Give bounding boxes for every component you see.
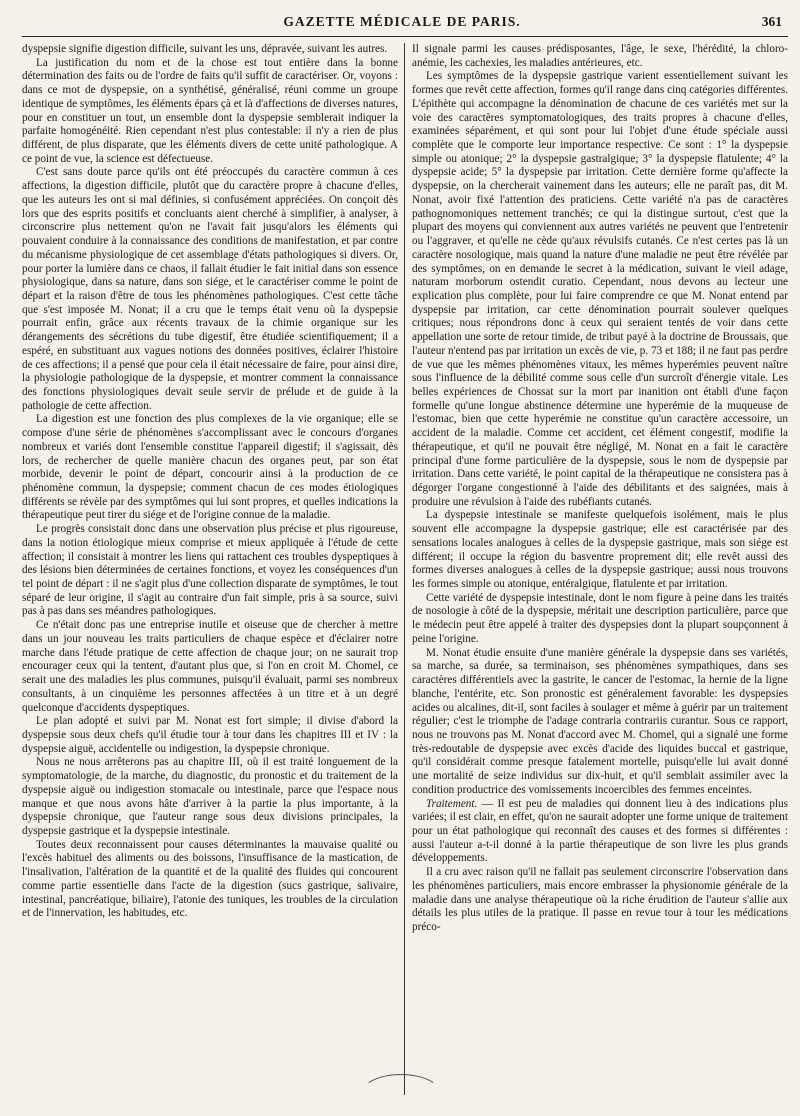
paragraph: Les symptômes de la dyspepsie gastrique varient essentiellement suivant les formes que revêt cette affection, formes qu'il range dans cinq catégories différentes. L'épithète qui accompagne la dénomination de chacune de ces variétés met sur la voie des caractères symptomatologiques, des traits propres à chacune d'elles, examinées séparément, et qui sont pour lui l'objet d'une étude spéciale aussi complète que le comporte leur importance respective. Ce sont : 1° la dyspepsie simple ou atonique; 2° la dyspepsie gastralgique; 3° la dyspepsie flatulente; 4° la dyspepsie acide; 5° la dyspepsie par irritation. Cette dernière forme qu'affecte la dyspepsie, on la chercherait vainement dans les auteurs; elle ne paraît pas, dit M. Nonat, avoir fixé l'attention des praticiens. Cette variété n'a pas de caractères pathognomoniques nettement tranchés; ce qui la distingue surtout, c'est que la plupart des moyens qui conviennent aux autres variétés ne peuvent que l'entretenir ou l'aggraver, et qu'elle ne cède qu'aux révulsifs cutanés. Ce n'est certes pas là un caractère nosologique, mais quand la nature d'une maladie ne peut être révélée par des symptômes, on en demande le secret à la médication, suivant le vieil adage, naturam morborum ostendit curatio. Cependant, nous devons au lecteur une explication plus complète, pour lui faire comprendre ce que M. Nonat entend par dyspepsie par irritation, car cette dénomination pourrait soulever quelques critiques; nous répondrons donc à ceux qui seraient tentés de voir dans cette appellation une sorte de retour timide, de tribut payé à la doctrine de Broussais, que l'auteur n'entend pas par irritation un excès de vie, p. 73 et 188; il ne faut pas perdre de vue que les mêmes phénomènes vitaux, les mêmes hyperémies peuvent naître sous l'influence de la débilité comme sous celle d'un surcroît d'énergie vitale. Les belles expériences de Chossat sur la mort par inanition ont établi d'une façon formelle qu'une longue abstinence détermine une hyperémie de la muqueuse de l'estomac, bien que cette hyperémie ne constitue qu'un caractère accessoire, un accident de la maladie. Comme cet accident, cet élément congestif, modifie la thérapeutique, et qu'il ne pouvait être négligé, M. Nonat en a fait le caractère principal d'une forme particulière de la dyspepsie, sous le nom de dyspepsie par irritation. Dans cette variété, le point capital de la thérapeutique ne consistera pas à dégorger l'organe congestionné à l'aide des débilitants et des saignées, mais à produire une révulsion à l'aide des rubéfiants cutanés.	[412, 70, 788, 508]
paragraph: Le progrès consistait donc dans une observation plus précise et plus rigoureuse, dans la notion étiologique mieux comprise et mieux appliquée à l'étude de cette affection; il consistait à montrer les liens qui rattachent ces troubles dyspeptiques à des lésions bien déterminées de certaines fonctions, et voyez les conséquences d'un tel point de départ : il ne s'agit plus d'une collection disparate de symptômes, le tout séparé de leur origine, il s'agit au contraire d'un fait simple, pris à sa source, suivi pas à pas dans ses méandres pathologiques.	[22, 523, 398, 618]
paragraph-continued: Il signale parmi les causes prédisposantes, l'âge, le sexe, l'hérédité, la chloro-anémie, les cachexies, les maladies antérieures, etc.	[412, 43, 788, 69]
page-number: 361	[761, 14, 782, 29]
left-column	[22, 43, 404, 1095]
paragraph: Nous ne nous arrêterons pas au chapitre III, où il est traité longuement de la symptomatologie, de la marche, du diagnostic, du pronostic et du traitement de la dyspepsie aiguë ou indigestion stomacale ou intestinale, parce que l'espace nous manque et que nous avons hâte d'arriver à la partie la plus importante, à la dyspepsie chronique, que l'auteur range sous deux divisions principales, la dyspepsie gastrique et la dyspepsie intestinale.	[22, 756, 398, 837]
paragraph: Le plan adopté et suivi par M. Nonat est fort simple; il divise d'abord la dyspepsie sous deux chefs qu'il étudie tour à tour dans les chapitres III et IV : la dyspepsie aiguë, accidentelle ou indigestion, la dyspepsie chronique.	[22, 715, 398, 755]
paragraph: Il a cru avec raison qu'il ne fallait pas seulement circonscrire l'observation dans les phénomènes particuliers, mais encore embrasser la physionomie générale de la maladie dans une analyse thérapeutique où la riche érudition de l'auteur s'allie aux détails les plus utiles de la pratique. Il passe en revue tour à tour les médications préco-	[412, 866, 788, 933]
section-paragraph	[412, 798, 788, 867]
paragraph: La dyspepsie intestinale se manifeste quelquefois isolément, mais le plus souvent elle accompagne la dyspepsie gastrique; elle est caractérisée par des sensations locales analogues à celles de la dyspepsie gastrique, mais son siége est différent; il occupe la région du basventre proprement dit; elle revêt aussi des formes diverses analogues à celles de la dyspepsie gastrique; aussi nous trouvons les formes simple ou atonique, entéralgique, flatulente et par irritation.	[412, 509, 788, 591]
article-columns	[22, 43, 794, 1095]
right-column	[405, 43, 788, 1095]
section-text: — Il est peu de maladies qui donnent lieu à des indications plus variées; il est clair, en effet, qu'on ne saurait adopter une forme unique de traitement pour un état pathologique qui reconnaît des causes et des formes si différentes : aussi l'auteur a-t-il donné à la partie thérapeutique de son livre les plus grands développements.	[412, 797, 788, 865]
paragraph: C'est sans doute parce qu'ils ont été préoccupés du caractère commun à ces affections, la digestion difficile, plutôt que du caractère propre à chacune d'elles, que les auteurs les ont si mal définies, si confusément appréciées. On conçoit dès lors que des esprits positifs et concluants aient cherché à simplifier, à analyser, à circonscrire plus nettement qu'on ne l'avait fait jusqu'alors les éléments qui pouvaient conduire à la connaissance des conditions de manifestation, et par contre du mécanisme physiologique de cet assemblage d'états pathologiques si divers. Or, pour porter la lumière dans ce chaos, il fallait étudier le fait initial dans son essence physiologique, dans sa nature, dans son siége, et le caractériser comme le point de départ et la raison d'être de tous les phénomènes pathologiques. C'est cette tâche que s'est imposée M. Nonat; il a cru que le temps était venu où la dyspepsie pourrait enfin, grâce aux récents travaux de la chimie organique sur les dérangements des sécrétions du tube digestif, être étudiée scientifiquement; il a espéré, en substituant aux vagues notions des données positives, éclairer l'histoire de ces affections; il a pensé que pour cela il était nécessaire de faire, pour ainsi dire, la physiologie pathologique de la dyspepsie, et montrer comment la connaissance des fonctions physiologiques devait seule servir de prélude et de guide à la pathologie de cette affection.	[22, 166, 398, 412]
paragraph: Toutes deux reconnaissent pour causes déterminantes la mauvaise qualité ou l'excès habituel des aliments ou des boissons, l'insuffisance de la mastication, de l'insalivation, l'altération de la quantité et de la qualité des fluides qui concourent comme partie essentielle dans l'acte de la digestion (sucs gastrique, salivaire, intestinal, pancréatique, biliaire), l'atonie des tuniques, les troubles de la circulation et de l'innervation, les habitudes, etc.	[22, 838, 398, 920]
publication-title: GAZETTE MÉDICALE DE PARIS.	[283, 14, 521, 29]
paragraph: M. Nonat étudie ensuite d'une manière générale la dyspepsie dans ses variétés, sa marche, sa durée, sa terminaison, ses phénomènes sympathiques, dans ses caractères différentiels avec la gastrite, le cancer de l'estomac, la hernie de la ligne blanche, l'entérite, etc. Son pronostic est généralement favorable: les dyspepsies acides ou alcalines, dit-il, sont faciles à soulager et même à guérir par un traitement régulier; c'est le triomphe de l'adage contraria contrariis curantur. Sous ce rapport, nous ne trouvons pas M. Nonat d'accord avec M. Chomel, qui a signalé une forme très-redoutable de dyspepsie avec excès d'acide des liquides buccal et gastrique, qu'il considérait comme presque fatalement mortelle, puisqu'elle lui avait donné une mortalité de seize individus sur dix-huit, et qu'il semblait assimiler avec la condition productrice des vomissements incoercibles des femmes enceintes.	[412, 646, 788, 796]
footer-ornament	[360, 1074, 442, 1116]
paragraph-continued: dyspepsie signifie digestion difficile, suivant les uns, dépravée, suivant les autres.	[22, 43, 388, 55]
paragraph: Cette variété de dyspepsie intestinale, dont le nom figure à peine dans les traités de nosologie à côté de la dyspepsie, méritait une description particulière, parce que le médecin peut être appelé à traiter des dyspepsies dont la plupart soupçonnent à peine l'origine.	[412, 591, 788, 645]
paragraph: La justification du nom et de la chose est tout entière dans la bonne détermination des faits ou de l'ordre de faits qu'il suffit de caractériser. Or, voyons : dans ce mot de dyspepsie, on a synthétisé, généralisé, réuni comme un groupe identique de symptômes, les éléments épars çà et là d'affections de diverses natures, pour en constituer un tout, un ensemble dont la dyspepsie semblerait indiquer la parfaite homogénéité. Rien cependant n'est plus contestable: il n'y a rien de plus différent, de plus disparate, que les éléments divers de cette unité pathologique. A ce point de vue, la science est défectueuse.	[22, 56, 398, 165]
paragraph: Ce n'était donc pas une entreprise inutile et oiseuse que de chercher à mettre dans un jour nouveau les traits particuliers de chaque espèce et d'éclairer notre marche dans l'étude pratique de cette affection de chaque jour; on ne saurait trop encourager ceux qui la tentent, d'autant plus que, si l'on en croit M. Chomel, ce serait une des maladies les plus communes, puisqu'il évaluait, parmi ses nombreux consultants, à un cinquième les personnes affectées à un titre et à un degré quelconque d'accidents dyspeptiques.	[22, 619, 398, 714]
page-header	[22, 14, 788, 37]
paragraph: La digestion est une fonction des plus complexes de la vie organique; elle se compose d'une série de phénomènes s'accomplissant avec le concours d'organes nombreux et variés dont l'ensemble constitue l'appareil digestif; il s'agissait, dès lors, de rechercher de quelle manière chacun des organes peut, par son état morbide, devenir le point de départ, concourir ainsi à la production de ce phénomène commun, la dyspepsie; comment chacun de ces modes étiologiques différents se révèle par des symptômes qui lui sont propres, et quelles indications la thérapeutique peut tirer du siége et de l'origine connue de la maladie.	[22, 413, 398, 522]
section-heading: Traitement.	[426, 797, 478, 810]
